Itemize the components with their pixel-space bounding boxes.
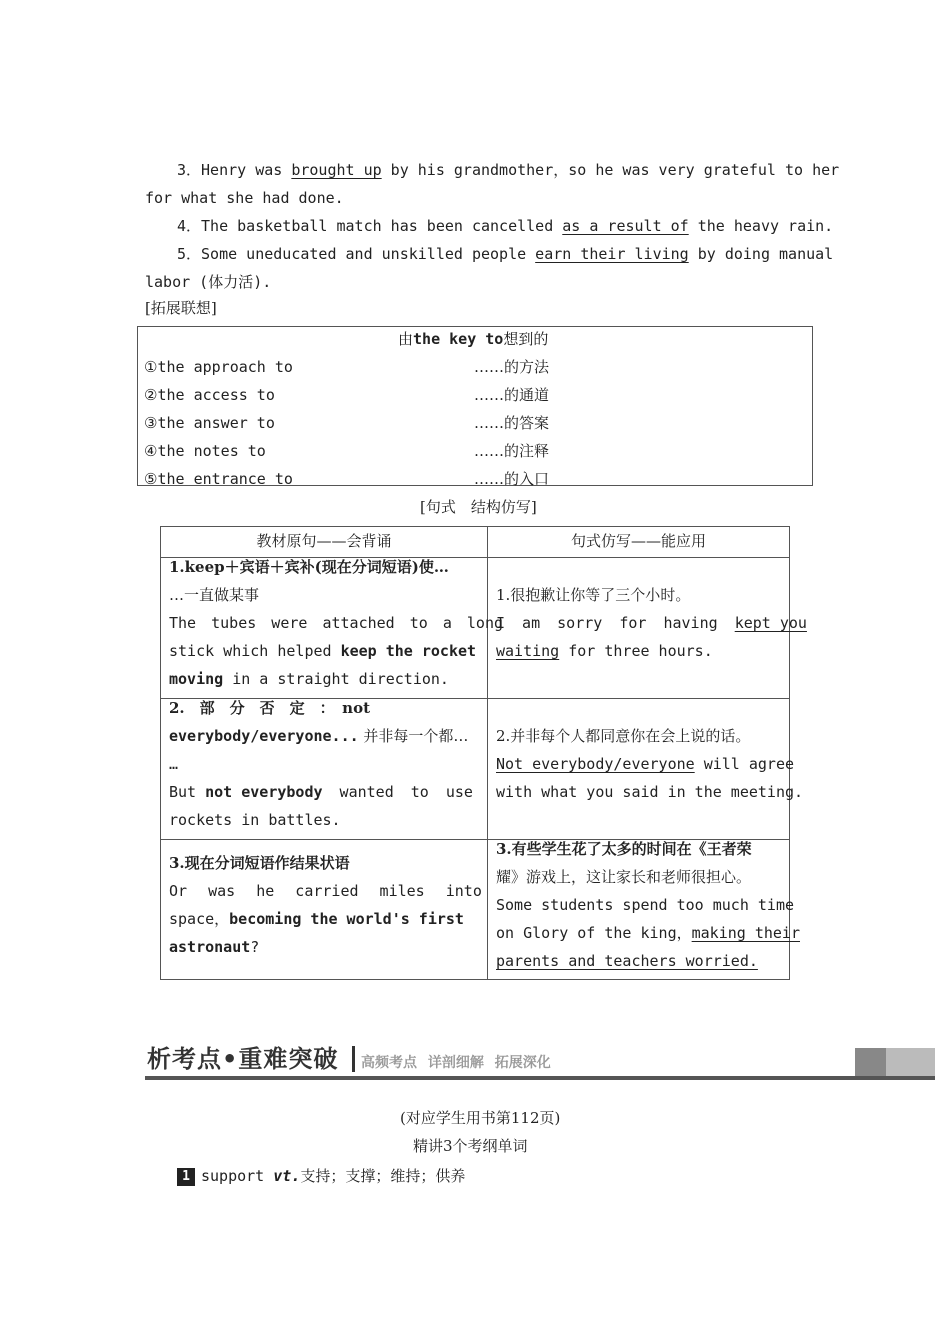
sentence-5-cont: labor (体力活).: [145, 273, 272, 291]
key-table-title: 由the key to想到的: [398, 330, 549, 348]
key-row-cn-3: ……的答案: [474, 414, 550, 432]
key-row-cn-1: ……的方法: [474, 358, 550, 376]
sentence-5: 5．Some uneducated and unskilled people earn their living by doing manual: [177, 245, 834, 263]
page-reference: (对应学生用书第112页): [400, 1109, 561, 1127]
key-row-cn-5: ……的入口: [474, 470, 550, 488]
structure-table: [160, 526, 807, 980]
answer-not-everybody: Not everybody/everyone: [496, 755, 695, 773]
banner-block-light: [886, 1048, 935, 1076]
row1-original: 1.keep＋宾语＋宾补(现在分词短语)使… …一直做某事 The tubes were attached to a long stick which helped keep the rocket moving in a straight direction.: [169, 558, 504, 688]
number-badge: 1: [177, 1168, 195, 1186]
key-row-en-5: ⑤the entrance to: [144, 470, 293, 488]
key-row-en-3: ③the answer to: [144, 414, 275, 432]
header-original: 教材原句——会背诵: [256, 532, 392, 550]
key-to-table: [137, 326, 813, 486]
answer-waiting: waiting: [496, 642, 560, 660]
answer-brought-up: brought up: [291, 161, 382, 179]
answer-parents-worried: parents and teachers worried.: [496, 952, 758, 970]
key-row-cn-4: ……的注释: [474, 442, 550, 460]
key-row-en-1: ①the approach to: [144, 358, 293, 376]
banner-underline: [145, 1076, 935, 1080]
answer-as-a-result-of: as a result of: [562, 217, 689, 235]
expand-label: [拓展联想]: [145, 299, 217, 317]
row2-original: 2. 部 分 否 定 ： not everybody/everyone... 并非每一个都… … But not everybody wanted to use rockets in battles.: [169, 699, 473, 829]
row3-original: 3.现在分词短语作结果状语 Or was he carried miles into space，becoming the world's first astronaut?: [169, 854, 482, 956]
banner-subtitle: 高频考点 详剖细解 拓展深化: [361, 1055, 551, 1071]
key-row-en-4: ④the notes to: [144, 442, 266, 460]
answer-making-their: making their: [691, 924, 800, 942]
sentence-3-cont: for what she had done.: [145, 189, 344, 207]
key-row-cn-2: ……的通道: [474, 386, 550, 404]
row3-imitation: 3.有些学生花了太多的时间在《王者荣 耀》游戏上，这让家长和老师很担心。 Some students spend too much time on Glory of the king，making their parents and teachers worried.: [496, 835, 786, 975]
sentence-4: 4．The basketball match has been cancelled as a result of the heavy rain.: [177, 217, 834, 235]
answer-kept-you: kept you: [734, 614, 807, 632]
header-imitation: 句式仿写——能应用: [570, 532, 706, 550]
key-row-en-2: ②the access to: [144, 386, 275, 404]
vocab-entry-support: 1 support vt.支持；支撑；维持；供养: [177, 1162, 465, 1190]
banner-title: 析考点•重难突破: [147, 1045, 339, 1073]
section-heading: 精讲3个考纲单词: [413, 1137, 528, 1155]
banner-block-dark: [855, 1048, 886, 1076]
row2-imitation: 2.并非每个人都同意你在会上说的话。 Not everybody/everyone will agree with what you said in the meeting.: [496, 727, 804, 801]
row1-imitation: 1.很抱歉让你等了三个小时。 I am sorry for having kept you waiting for three hours.: [496, 586, 807, 660]
section-banner: [145, 1042, 935, 1082]
banner-separator: [352, 1046, 355, 1072]
structure-label: [句式 结构仿写]: [420, 498, 537, 516]
sentence-3: 3．Henry was brought up by his grandmother，so he was very grateful to her: [177, 161, 840, 179]
answer-earn-their-living: earn their living: [535, 245, 689, 263]
